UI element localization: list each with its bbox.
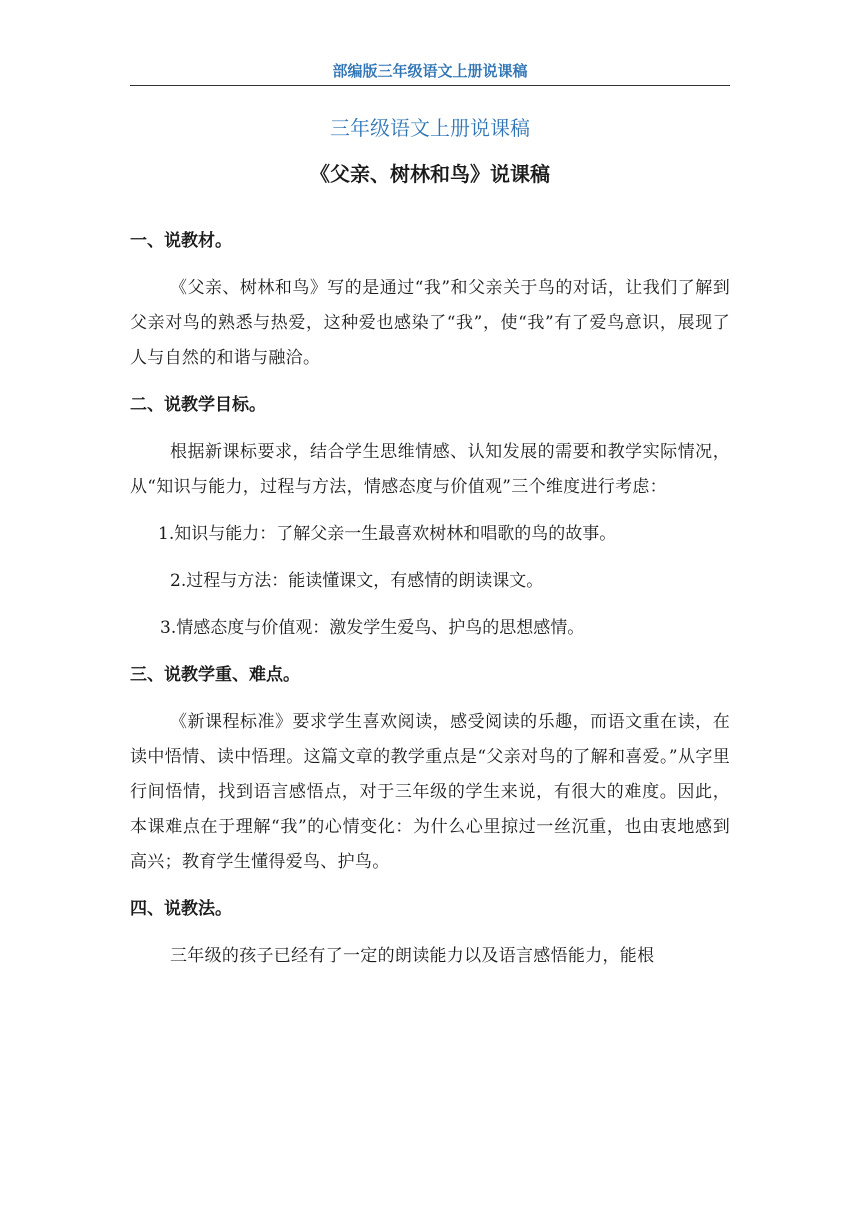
list-item: 2.过程与方法：能读懂课文，有感情的朗读课文。 — [170, 571, 544, 591]
section-paragraph: 根据新课标要求，结合学生思维情感、认知发展的需要和教学实际情况，从“知识与能力，过程与方法，情感态度与价值观”三个维度进行考虑： — [130, 442, 730, 497]
document-title: 三年级语文上册说课稿 — [330, 116, 530, 140]
section-heading: 三、说教学重、难点。 — [130, 665, 300, 685]
section-paragraph: 三年级的孩子已经有了一定的朗读能力以及语言感悟能力，能根 — [170, 946, 655, 966]
section-heading: 二、说教学目标。 — [130, 395, 266, 415]
list-item: 1.知识与能力：了解父亲一生最喜欢树林和唱歌的鸟的故事。 — [158, 524, 617, 544]
section-heading: 一、说教材。 — [130, 231, 232, 251]
list-item: 3.情感态度与价值观：激发学生爱鸟、护鸟的思想感情。 — [160, 618, 585, 638]
section-paragraph: 《父亲、树林和鸟》写的是通过“我”和父亲关于鸟的对话，让我们了解到父亲对鸟的熟悉与热爱，这种爱也感染了“我”，使“我”有了爱鸟意识，展现了人与自然的和谐与融洽。 — [130, 278, 730, 368]
section-heading: 四、说教法。 — [130, 899, 232, 919]
document-body — [130, 224, 730, 986]
document-subtitle: 《父亲、树林和鸟》说课稿 — [310, 162, 550, 186]
header-divider — [130, 85, 730, 86]
section-paragraph: 《新课程标准》要求学生喜欢阅读，感受阅读的乐趣，而语文重在读，在读中悟情、读中悟理。这篇文章的教学重点是“父亲对鸟的了解和喜爱。”从字里行间悟情，找到语言感悟点，对于三年级的学生来说，有很大的难度。因此，本课难点在于理解“我”的心情变化：为什么心里掠过一丝沉重，也由衷地感到高兴；教育学生懂得爱鸟、护鸟。 — [130, 712, 730, 872]
running-header: 部编版三年级语文上册说课稿 — [332, 62, 528, 80]
